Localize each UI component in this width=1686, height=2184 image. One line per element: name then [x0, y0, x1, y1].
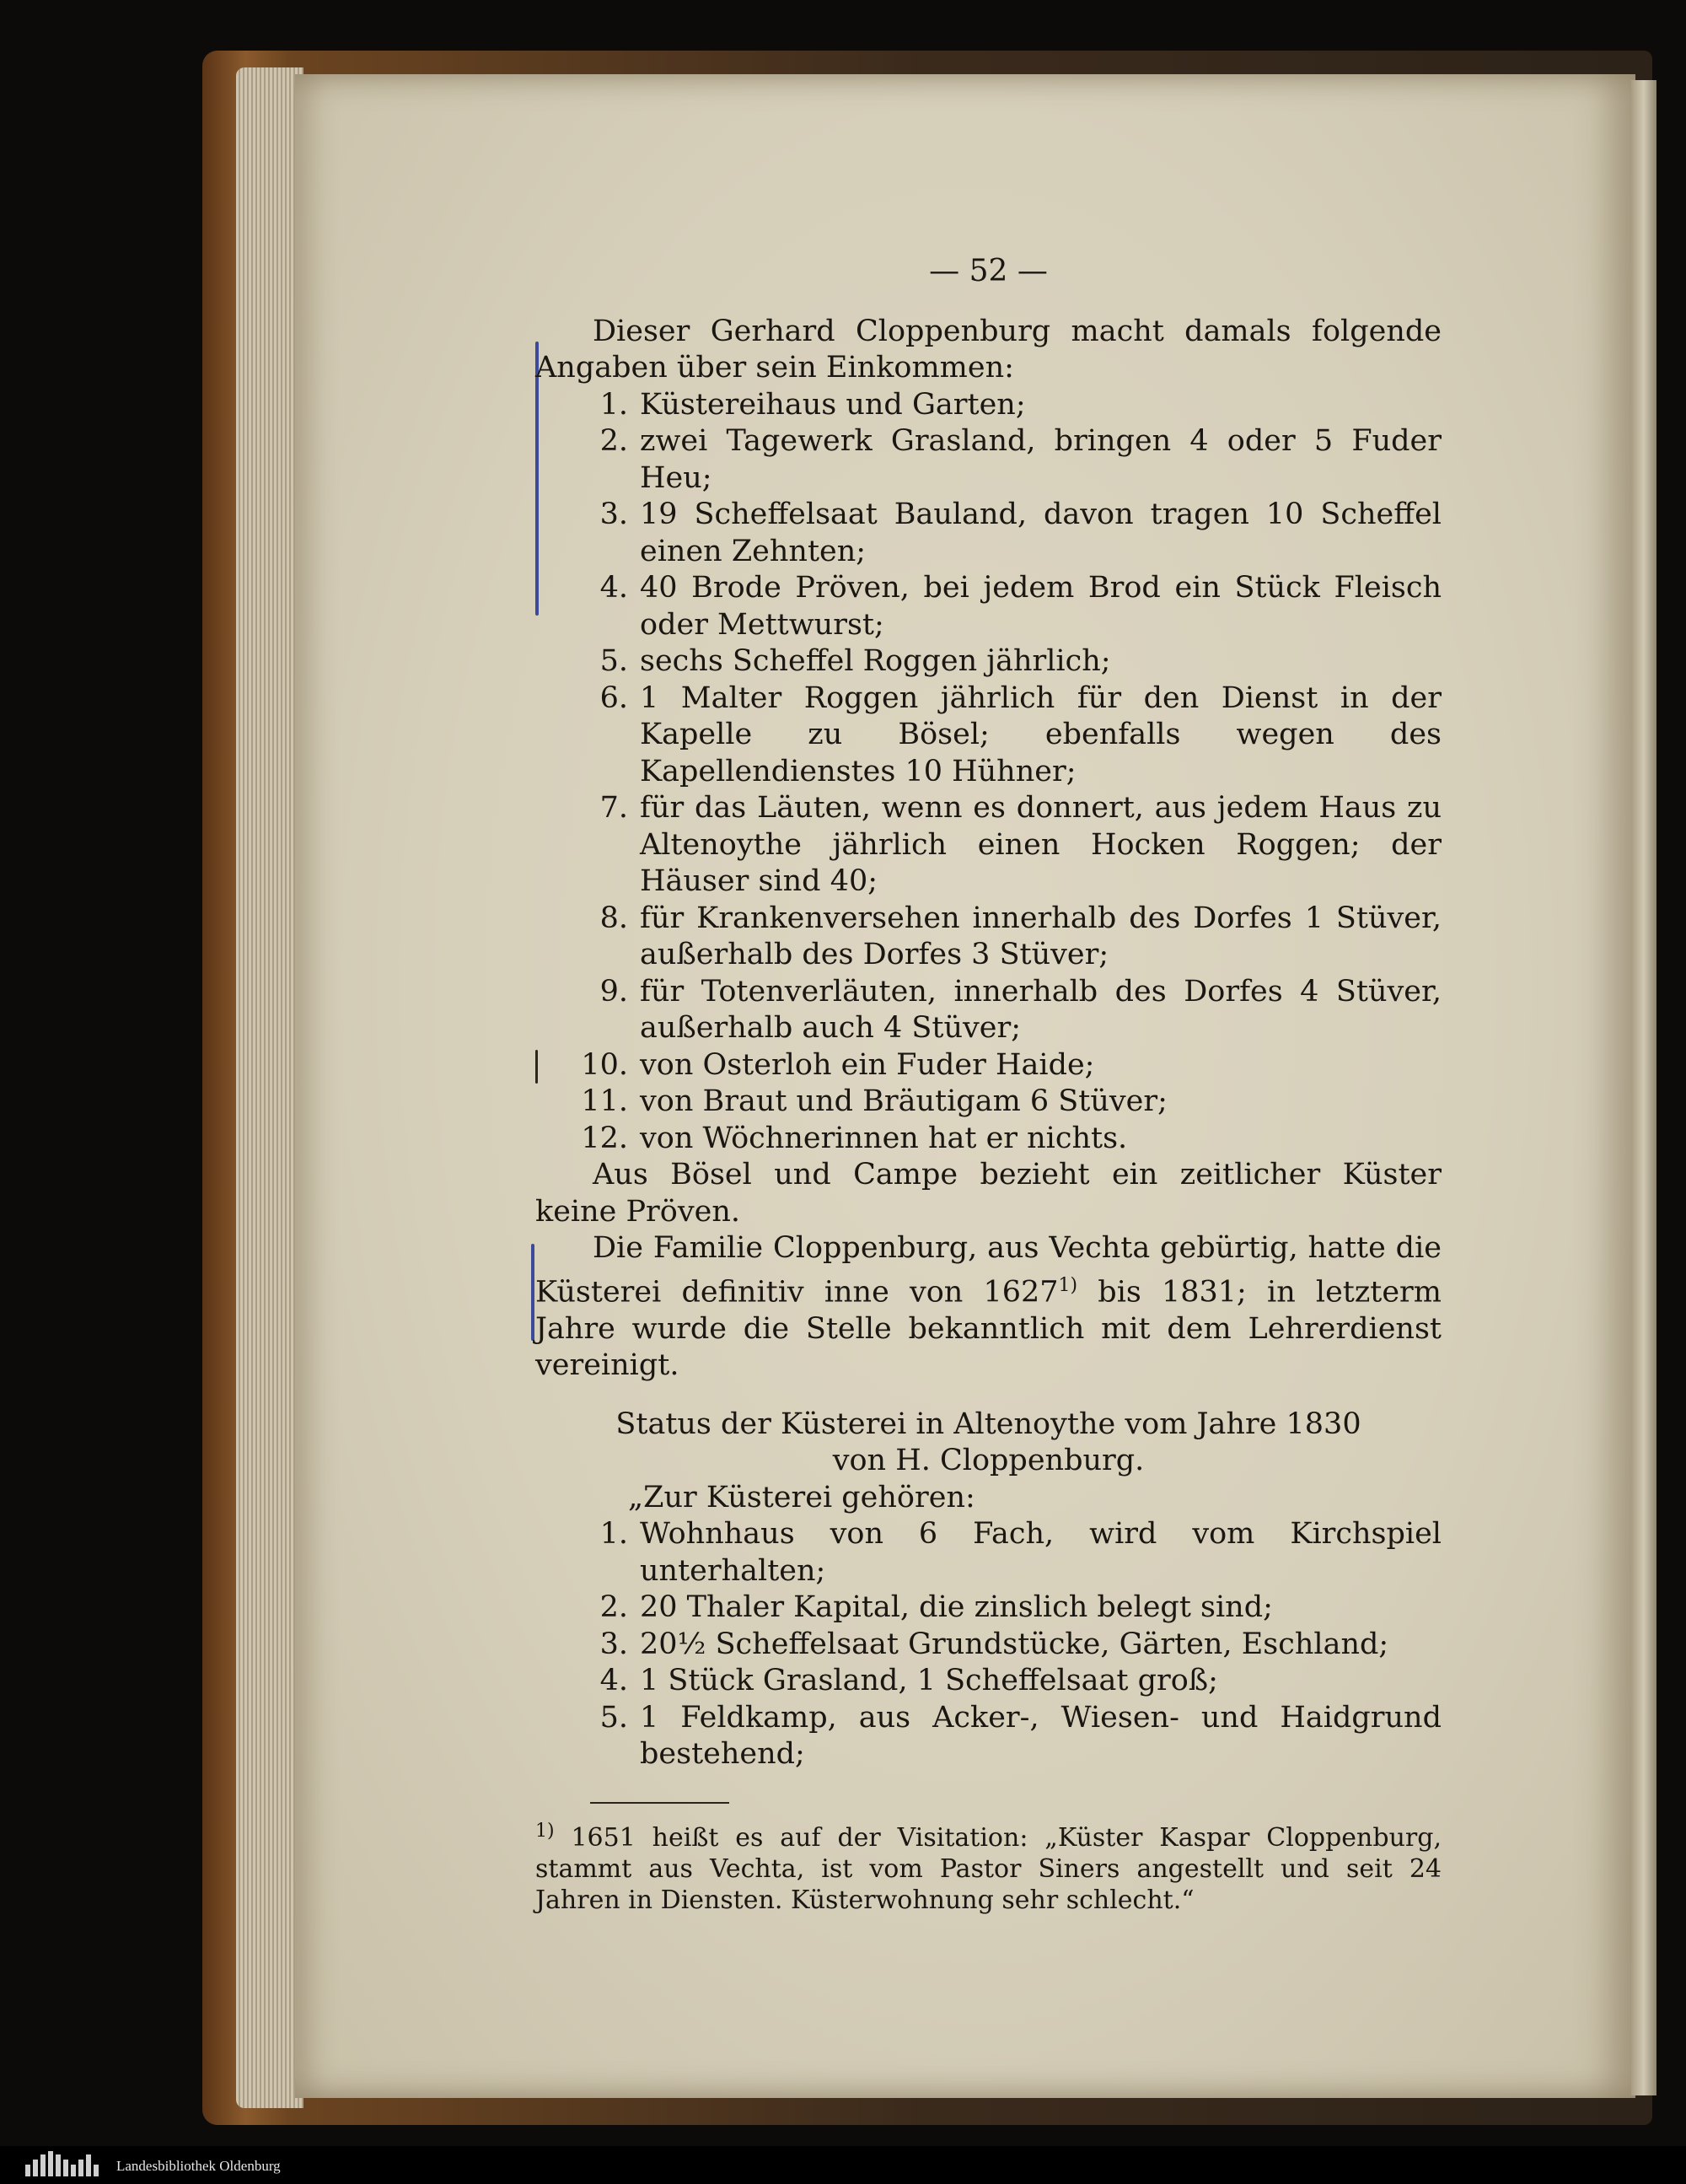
list-item-number: 2. [599, 1590, 628, 1625]
list-item-text: zwei Tagewerk Grasland, bringen 4 oder 5 Fuder Heu; [640, 424, 1442, 495]
list-item-number: 1. [599, 387, 628, 422]
list-item-text: 1 Stück Grasland, 1 Scheffelsaat groß; [640, 1664, 1218, 1698]
list-item [535, 790, 1442, 901]
list-item-text: 20½ Scheffelsaat Grundstücke, Gärten, Eschland; [640, 1627, 1389, 1661]
paragraph-family-part1: Die Familie Cloppenburg, aus Vechta gebürtig, hatte die Küsterei definitiv inne von 1627 [535, 1231, 1442, 1310]
list-item-number: 8. [599, 901, 628, 935]
list-item-number: 7. [599, 791, 628, 825]
list-item [535, 1590, 1442, 1627]
status-list [535, 1516, 1442, 1773]
list-item-number: 5. [599, 1700, 628, 1735]
list-item-text: Küstereihaus und Garten; [640, 387, 1026, 422]
list-item-text: für Totenverläuten, innerhalb des Dorfes 4 Stüver, außerhalb auch 4 Stüver; [640, 974, 1442, 1045]
list-item [535, 423, 1442, 497]
list-item-number: 4. [599, 1664, 628, 1698]
list-item [535, 1121, 1442, 1158]
library-footer [0, 2146, 1686, 2184]
list-item-text: 1 Malter Roggen jährlich für den Dienst in der Kapelle zu Bösel; ebenfalls wegen des Kapellendienstes 10 Hühner; [640, 680, 1442, 788]
list-item [535, 974, 1442, 1047]
list-item-number: 4. [599, 571, 628, 605]
list-item-number: 6. [599, 680, 628, 715]
list-item [535, 570, 1442, 643]
section-subheading: von H. Cloppenburg. [832, 1444, 1145, 1478]
list-item-number: 10. [581, 1047, 628, 1082]
footnote-number: 1) [535, 1820, 555, 1842]
list-item-number: 11. [581, 1084, 628, 1118]
page-text [535, 253, 1442, 1916]
library-name: Landesbibliothek Oldenburg [116, 2158, 281, 2174]
list-item [535, 901, 1442, 974]
list-item [535, 1663, 1442, 1700]
footnote-reference: 1) [1058, 1274, 1078, 1296]
quote-intro: „Zur Küsterei gehören: [628, 1480, 975, 1514]
list-item-number: 12. [581, 1121, 628, 1155]
paragraph-family [535, 1230, 1442, 1385]
list-item [535, 1627, 1442, 1664]
list-item-number: 2. [599, 424, 628, 458]
footnote [535, 1816, 1442, 1916]
list-item [535, 1516, 1442, 1590]
list-item-number: 1. [599, 1517, 628, 1552]
footnote-text: 1651 heißt es auf der Visitation: „Küster Kaspar Cloppenburg, stammt aus Vechta, ist vom Pastor Siners angestellt und seit 24 Jahren in Diensten. Küsterwohnung sehr schlecht.“ [535, 1822, 1442, 1915]
list-item [535, 1084, 1442, 1121]
intro-paragraph: Dieser Gerhard Cloppenburg macht damals folgende Angaben über sein Einkommen: [535, 314, 1442, 385]
list-item-text: Wohnhaus von 6 Fach, wird vom Kirchspiel unterhalten; [640, 1517, 1442, 1588]
list-item-text: für das Läuten, wenn es donnert, aus jedem Haus zu Altenoythe jährlich einen Hocken Roggen; der Häuser sind 40; [640, 791, 1442, 898]
list-item [535, 497, 1442, 570]
income-list [535, 387, 1442, 1158]
list-item-text: 40 Brode Pröven, bei jedem Brod ein Stück Fleisch oder Mettwurst; [640, 571, 1442, 642]
list-item-number: 3. [599, 1627, 628, 1661]
section-heading: Status der Küsterei in Altenoythe vom Jahre 1830 [615, 1407, 1361, 1441]
paragraph-proeven: Aus Bösel und Campe bezieht ein zeitlicher Küster keine Pröven. [535, 1158, 1442, 1229]
list-item [535, 1700, 1442, 1773]
list-item-text: für Krankenversehen innerhalb des Dorfes 1 Stüver, außerhalb des Dorfes 3 Stüver; [640, 901, 1442, 971]
list-item-text: von Braut und Bräutigam 6 Stüver; [640, 1084, 1168, 1118]
list-item-text: von Osterloh ein Fuder Haide; [640, 1047, 1095, 1082]
list-item-text: 20 Thaler Kapital, die zinslich belegt sind; [640, 1590, 1273, 1625]
footnote-separator [590, 1802, 729, 1804]
list-item [535, 1047, 1442, 1084]
library-building-icon [25, 2151, 103, 2176]
list-item-number: 5. [599, 644, 628, 678]
paragraph-family-part2: bis 1831; in letzterm Jahre wurde die Stelle bekanntlich mit dem Lehrerdienst vereinigt. [535, 1275, 1442, 1383]
list-item-text: 1 Feldkamp, aus Acker-, Wiesen- und Haidgrund bestehend; [640, 1700, 1442, 1772]
list-item-number: 3. [599, 498, 628, 531]
list-item [535, 643, 1442, 680]
right-page-edge [1631, 80, 1656, 2095]
list-item [535, 387, 1442, 424]
list-item-text: von Wöchnerinnen hat er nichts. [640, 1121, 1128, 1155]
list-item [535, 680, 1442, 791]
page-edges [236, 67, 303, 2108]
list-item-number: 9. [599, 974, 628, 1009]
margin-pencil-mark [531, 1244, 534, 1341]
list-item-text: 19 Scheffelsaat Bauland, davon tragen 10 Scheffel einen Zehnten; [640, 498, 1442, 568]
list-item-text: sechs Scheffel Roggen jährlich; [640, 644, 1111, 678]
page-number: — 52 — [929, 254, 1048, 288]
